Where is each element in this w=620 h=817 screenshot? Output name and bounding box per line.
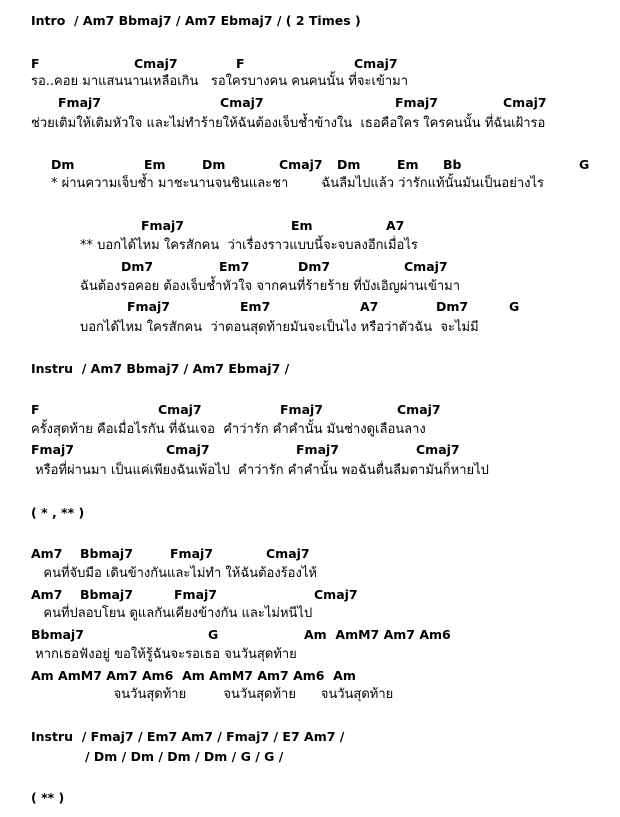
chord: Fmaj7 xyxy=(296,442,339,457)
intro-line: Intro / Am7 Bbmaj7 / Am7 Ebmaj7 / ( 2 Times ) xyxy=(31,13,361,28)
chord: Bb xyxy=(443,157,462,172)
chord: F xyxy=(31,402,40,417)
instru-line-2: Instru / Fmaj7 / Em7 Am7 / Fmaj7 / E7 Am7 / xyxy=(31,729,345,744)
chord: Cmaj7 xyxy=(134,56,178,71)
bridge-lyric-1: คนที่จับมือ เดินข้างกันและไม่ทำ ให้ฉันต้องร้องไห้ xyxy=(31,566,317,581)
chord: Dm7 xyxy=(121,259,154,274)
chord: Cmaj7 xyxy=(354,56,398,71)
bridge-lyric-4: จนวันสุดท้าย จนวันสุดท้าย จนวันสุดท้าย xyxy=(31,687,394,702)
chord: Cmaj7 xyxy=(158,402,202,417)
pre-chorus-lyric: * ผ่านความเจ็บช้ำ มาชะนานจนชินและชา ฉันลืมไปแล้ว ว่ารักแท้นั้นมันเป็นอย่างไร xyxy=(51,176,544,191)
chord: F xyxy=(31,56,40,71)
chord: Fmaj7 xyxy=(170,546,213,561)
chord: Em xyxy=(397,157,419,172)
chord: Dm7 xyxy=(298,259,331,274)
chorus-lyric-1: ** บอกได้ไหม ใครสักคน ว่าเรื่องราวแบบนี้จะจบลงอีกเมื่อไร xyxy=(80,238,418,253)
bridge-lyric-2: คนที่ปลอบโยน ดูแลกันเคียงข้างกัน และไม่หนีไป xyxy=(31,606,313,621)
chord: G xyxy=(579,157,590,172)
chord: Dm7 xyxy=(436,299,469,314)
chord: Cmaj7 xyxy=(166,442,210,457)
chord: Fmaj7 xyxy=(395,95,438,110)
chord: Bbmaj7 xyxy=(31,627,84,642)
chord: Bbmaj7 xyxy=(80,546,133,561)
repeat-marker-2: ( ** ) xyxy=(31,790,65,805)
repeat-marker-1: ( * , ** ) xyxy=(31,505,85,520)
chord: Em7 xyxy=(240,299,271,314)
chord: Cmaj7 xyxy=(266,546,310,561)
chord: Fmaj7 xyxy=(31,442,74,457)
chord: Cmaj7 xyxy=(220,95,264,110)
chord: Cmaj7 xyxy=(404,259,448,274)
verse2-lyric-1: ครั้งสุดท้าย คือเมื่อไรกัน ที่ฉันเจอ คำว่ารัก คำคำนั้น มันช่างดูเลือนลาง xyxy=(31,422,426,437)
chorus-lyric-2: ฉันต้องรอคอย ต้องเจ็บช้ำหัวใจ จากคนที่ร้ายร้าย ที่บังเอิญผ่านเข้ามา xyxy=(80,279,461,294)
chord: Em7 xyxy=(219,259,250,274)
chord: Am7 xyxy=(31,587,63,602)
chord: Bbmaj7 xyxy=(80,587,133,602)
chord: A7 xyxy=(360,299,379,314)
chord: Dm xyxy=(51,157,75,172)
chord: Em xyxy=(291,218,313,233)
chord: Fmaj7 xyxy=(174,587,217,602)
bridge-lyric-3: หากเธอฟังอยู่ ขอให้รู้ฉันจะรอเธอ จนวันสุดท้าย xyxy=(31,647,297,662)
chord: Fmaj7 xyxy=(141,218,184,233)
verse1-lyric-1: รอ..คอย มาแสนนานเหลือเกิน รอใครบางคน คนคนนั้น ที่จะเข้ามา xyxy=(31,74,409,89)
chord: Am AmM7 Am7 Am6 Am AmM7 Am7 Am6 Am xyxy=(31,668,356,683)
chord: G xyxy=(509,299,520,314)
instru-line-2b: / Dm / Dm / Dm / Dm / G / G / xyxy=(85,749,284,764)
chord: G xyxy=(208,627,219,642)
chord: Fmaj7 xyxy=(127,299,170,314)
chorus-lyric-3: บอกได้ไหม ใครสักคน ว่าตอนสุดท้ายมันจะเป็นไง หรือว่าตัวฉัน จะไม่มี xyxy=(80,320,479,335)
chord: Am AmM7 Am7 Am6 xyxy=(304,627,451,642)
chord: Cmaj7 xyxy=(416,442,460,457)
chord: Cmaj7 xyxy=(279,157,323,172)
verse2-lyric-2: หรือที่ผ่านมา เป็นแค่เพียงฉันเพ้อไป คำว่ารัก คำคำนั้น พอฉันตื่นลืมตามันก็หายไป xyxy=(31,463,489,478)
chord: Cmaj7 xyxy=(503,95,547,110)
chord: Am7 xyxy=(31,546,63,561)
chord: Dm xyxy=(337,157,361,172)
chord: F xyxy=(236,56,245,71)
chord: A7 xyxy=(386,218,405,233)
chord: Em xyxy=(144,157,166,172)
chord: Fmaj7 xyxy=(280,402,323,417)
chord: Cmaj7 xyxy=(397,402,441,417)
chord: Cmaj7 xyxy=(314,587,358,602)
chord: Dm xyxy=(202,157,226,172)
verse1-lyric-2: ช่วยเติมให้เติมหัวใจ และไม่ทำร้ายให้ฉันต้องเจ็บช้ำข้างใน เธอคือใคร ใครคนนั้น ที่ฉันเฝ้ารอ xyxy=(31,116,546,131)
chord: Fmaj7 xyxy=(58,95,101,110)
instru-line-1: Instru / Am7 Bbmaj7 / Am7 Ebmaj7 / xyxy=(31,361,290,376)
